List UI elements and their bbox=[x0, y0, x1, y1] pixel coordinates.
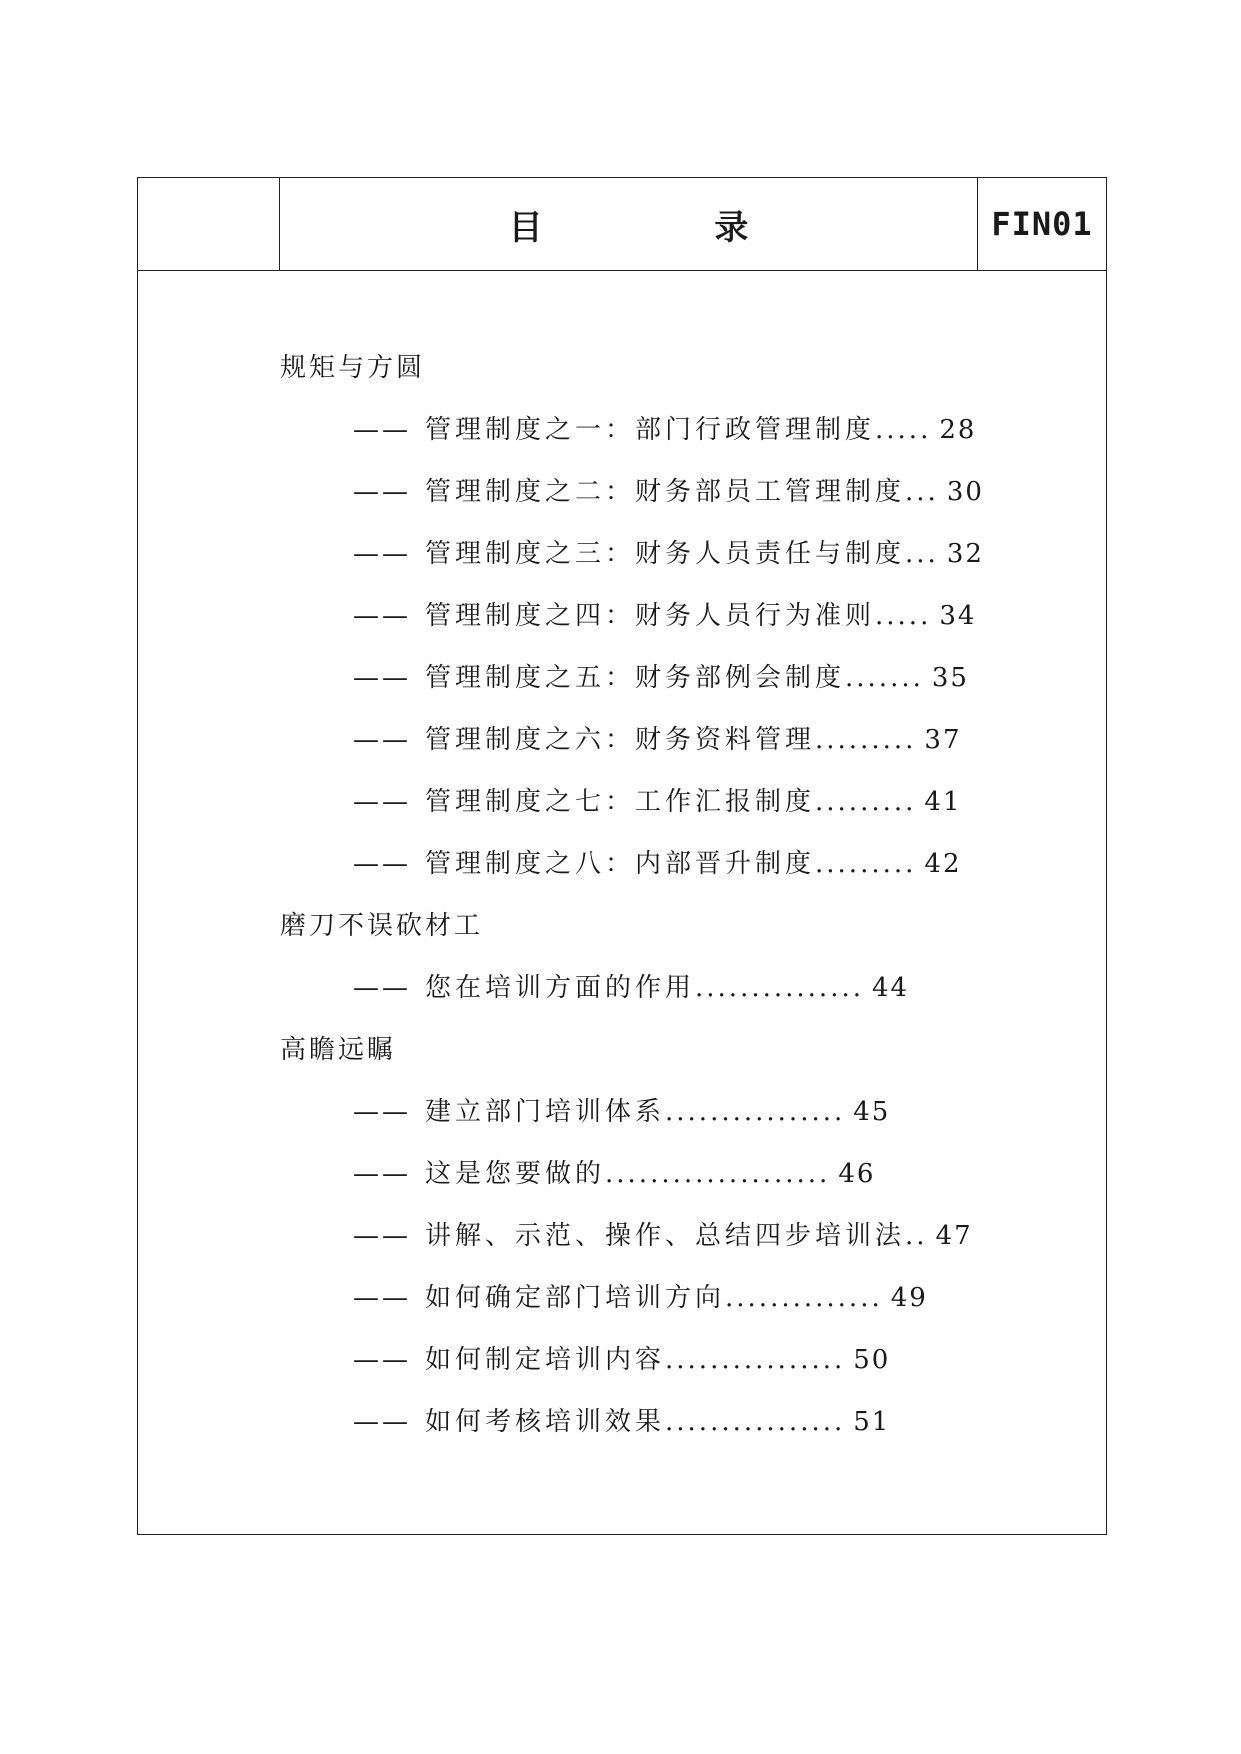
document-frame bbox=[137, 177, 1107, 1535]
toc-entry[interactable] bbox=[353, 1281, 928, 1315]
entry-dash: —— bbox=[353, 849, 411, 879]
entry-page-number: 47 bbox=[935, 1221, 973, 1251]
entry-label: 讲解、示范、操作、总结四步培训法 bbox=[425, 1221, 906, 1251]
entry-leader-dots: ................ bbox=[665, 1407, 846, 1437]
entry-dash: —— bbox=[353, 725, 411, 755]
entry-dash: —— bbox=[353, 415, 411, 445]
entry-label: 管理制度之五：财务部例会制度 bbox=[425, 663, 846, 693]
entry-page-number: 50 bbox=[853, 1345, 891, 1375]
entry-page-number: 37 bbox=[924, 725, 962, 755]
entry-label: 管理制度之四：财务人员行为准则 bbox=[425, 601, 876, 631]
entry-leader-dots: ..... bbox=[875, 415, 932, 445]
entry-dash: —— bbox=[353, 539, 411, 569]
entry-dash: —— bbox=[353, 1159, 411, 1189]
entry-leader-dots: .............. bbox=[725, 1283, 883, 1313]
entry-leader-dots: .. bbox=[905, 1221, 928, 1251]
toc-entry[interactable] bbox=[353, 599, 976, 633]
entry-label: 管理制度之六：财务资料管理 bbox=[425, 725, 816, 755]
toc-section-heading bbox=[280, 909, 483, 943]
entry-label: 如何确定部门培训方向 bbox=[425, 1283, 726, 1313]
document-code: FIN01 bbox=[991, 205, 1093, 243]
entry-page-number: 49 bbox=[890, 1283, 928, 1313]
toc-entry[interactable] bbox=[353, 1405, 890, 1439]
toc-entry[interactable] bbox=[353, 537, 984, 571]
entry-page-number: 51 bbox=[853, 1407, 891, 1437]
entry-page-number: 45 bbox=[853, 1097, 891, 1127]
toc-entry[interactable] bbox=[353, 847, 962, 881]
entry-leader-dots: ......... bbox=[815, 849, 917, 879]
entry-dash: —— bbox=[353, 973, 411, 1003]
toc-entry[interactable] bbox=[353, 971, 909, 1005]
entry-leader-dots: ................ bbox=[665, 1097, 846, 1127]
page-title: 目 录 bbox=[508, 207, 829, 248]
entry-label: 这是您要做的 bbox=[425, 1159, 606, 1189]
section-label: 规矩与方圆 bbox=[280, 353, 426, 383]
entry-page-number: 41 bbox=[924, 787, 962, 817]
header-row bbox=[138, 178, 1106, 271]
entry-leader-dots: ............... bbox=[695, 973, 864, 1003]
entry-leader-dots: ......... bbox=[815, 787, 917, 817]
entry-page-number: 30 bbox=[946, 477, 984, 507]
entry-page-number: 32 bbox=[946, 539, 984, 569]
entry-dash: —— bbox=[353, 601, 411, 631]
entry-leader-dots: ....... bbox=[845, 663, 924, 693]
toc-entry[interactable] bbox=[353, 1219, 973, 1253]
entry-label: 管理制度之二：财务部员工管理制度 bbox=[425, 477, 906, 507]
toc-entry[interactable] bbox=[353, 785, 962, 819]
entry-label: 管理制度之七：工作汇报制度 bbox=[425, 787, 816, 817]
entry-dash: —— bbox=[353, 1345, 411, 1375]
entry-leader-dots: .................... bbox=[605, 1159, 831, 1189]
header-blank-cell bbox=[138, 178, 280, 270]
entry-label: 如何制定培训内容 bbox=[425, 1345, 666, 1375]
toc-entry[interactable] bbox=[353, 661, 969, 695]
entry-label: 建立部门培训体系 bbox=[425, 1097, 666, 1127]
toc-entry[interactable] bbox=[353, 413, 976, 447]
entry-page-number: 46 bbox=[838, 1159, 876, 1189]
toc-section-heading bbox=[280, 1033, 396, 1067]
entry-dash: —— bbox=[353, 1407, 411, 1437]
toc-entry[interactable] bbox=[353, 475, 984, 509]
entry-dash: —— bbox=[353, 477, 411, 507]
entry-page-number: 42 bbox=[924, 849, 962, 879]
section-label: 磨刀不误砍材工 bbox=[280, 911, 484, 941]
entry-dash: —— bbox=[353, 787, 411, 817]
entry-label: 您在培训方面的作用 bbox=[425, 973, 696, 1003]
entry-leader-dots: ......... bbox=[815, 725, 917, 755]
entry-leader-dots: ... bbox=[905, 477, 939, 507]
toc-entry[interactable] bbox=[353, 1095, 890, 1129]
entry-page-number: 44 bbox=[872, 973, 910, 1003]
section-label: 高瞻远瞩 bbox=[280, 1035, 397, 1065]
header-code-cell bbox=[978, 178, 1106, 270]
entry-label: 管理制度之八：内部晋升制度 bbox=[425, 849, 816, 879]
header-title-cell bbox=[280, 178, 978, 270]
entry-dash: —— bbox=[353, 1097, 411, 1127]
entry-label: 如何考核培训效果 bbox=[425, 1407, 666, 1437]
entry-leader-dots: ................ bbox=[665, 1345, 846, 1375]
toc-entry[interactable] bbox=[353, 1157, 875, 1191]
entry-page-number: 35 bbox=[931, 663, 969, 693]
entry-dash: —— bbox=[353, 1283, 411, 1313]
entry-dash: —— bbox=[353, 663, 411, 693]
toc-entry[interactable] bbox=[353, 723, 962, 757]
entry-page-number: 28 bbox=[939, 415, 977, 445]
toc-entry[interactable] bbox=[353, 1343, 890, 1377]
entry-label: 管理制度之三：财务人员责任与制度 bbox=[425, 539, 906, 569]
toc-section-heading bbox=[280, 351, 425, 385]
entry-page-number: 34 bbox=[939, 601, 977, 631]
entry-dash: —— bbox=[353, 1221, 411, 1251]
entry-label: 管理制度之一：部门行政管理制度 bbox=[425, 415, 876, 445]
entry-leader-dots: ..... bbox=[875, 601, 932, 631]
entry-leader-dots: ... bbox=[905, 539, 939, 569]
